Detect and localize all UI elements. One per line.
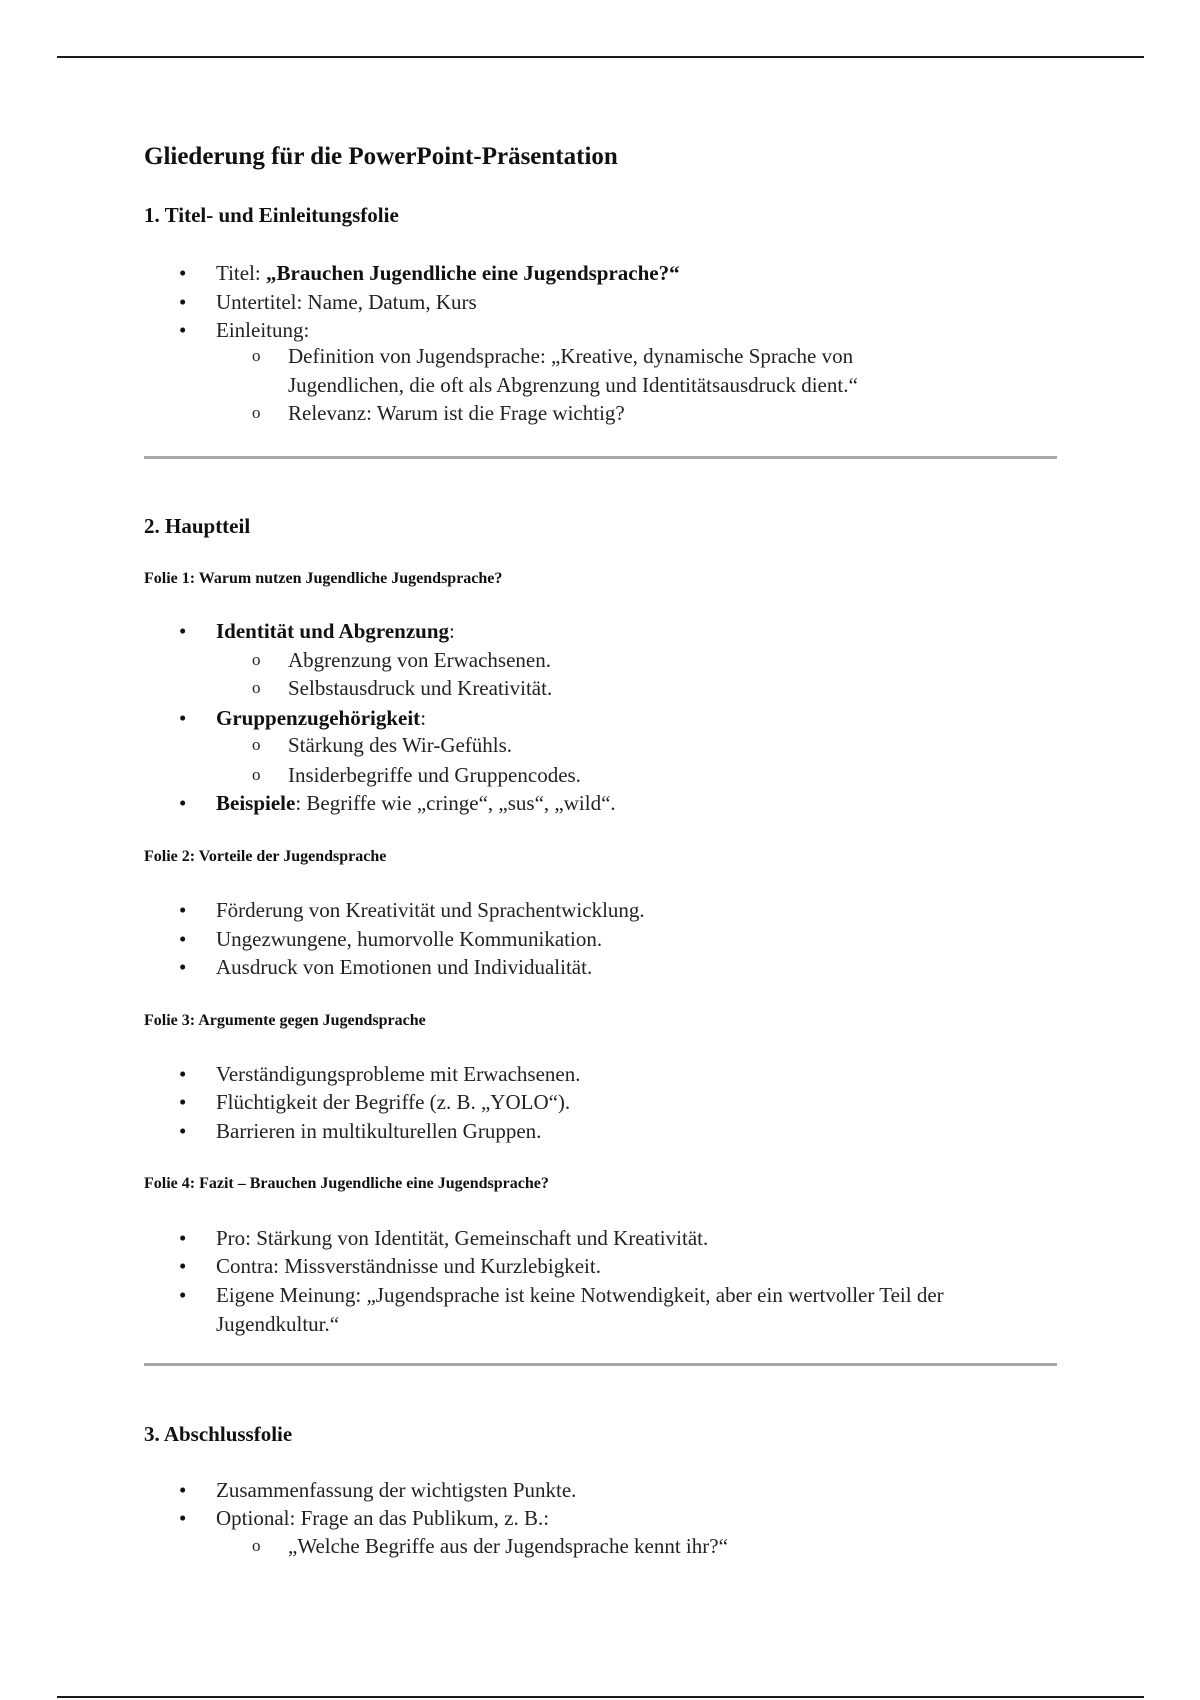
identitaet-label: Identität und Abgrenzung bbox=[216, 619, 450, 643]
sub-item-frage: o „Welche Begriffe aus der Jugendsprache kennt ihr?“ bbox=[288, 1532, 728, 1561]
folie-1-heading: Folie 1: Warum nutzen Jugendliche Jugendsprache? bbox=[144, 570, 503, 587]
list-item-einleitung: • Einleitung: bbox=[216, 316, 309, 345]
list-item-contra: • Contra: Missverständnisse und Kurzlebigkeit. bbox=[216, 1252, 601, 1281]
section-2-heading: 2. Hauptteil bbox=[144, 514, 251, 538]
beispiele-label: Beispiele bbox=[216, 791, 296, 815]
definition-line-1: Definition von Jugendsprache: „Kreative, dynamische Sprache von bbox=[288, 344, 854, 368]
list-item-optional: • Optional: Frage an das Publikum, z. B.: bbox=[216, 1504, 549, 1533]
sub-item-relevanz: o Relevanz: Warum ist die Frage wichtig? bbox=[288, 399, 625, 428]
list-item: • Verständigungsprobleme mit Erwachsenen. bbox=[216, 1060, 581, 1089]
page-bottom-rule bbox=[57, 1696, 1144, 1698]
sub-item-insider: o Insiderbegriffe und Gruppencodes. bbox=[288, 761, 581, 790]
list-item: • Ungezwungene, humorvolle Kommunikation. bbox=[216, 925, 602, 954]
definition-line-2: Jugendlichen, die oft als Abgrenzung und Identitätsausdruck dient.“ bbox=[288, 373, 858, 397]
list-item: • Ausdruck von Emotionen und Individualität. bbox=[216, 953, 592, 982]
list-item: • Flüchtigkeit der Begriffe (z. B. „YOLO“). bbox=[216, 1088, 570, 1117]
list-item: • Förderung von Kreativität und Sprachentwicklung. bbox=[216, 896, 645, 925]
meinung-line-2: Jugendkultur.“ bbox=[216, 1312, 340, 1336]
list-item: • Barrieren in multikulturellen Gruppen. bbox=[216, 1117, 541, 1146]
list-item-gruppe: • Gruppenzugehörigkeit: bbox=[216, 704, 426, 733]
sub-item-definition bbox=[288, 342, 858, 400]
page-top-rule bbox=[57, 56, 1144, 58]
beispiele-text: : Begriffe wie „cringe“, „sus“, „wild“. bbox=[295, 791, 616, 815]
titel-label: Titel: bbox=[216, 261, 266, 285]
list-item-untertitel: • Untertitel: Name, Datum, Kurs bbox=[216, 288, 477, 317]
list-item-meinung bbox=[216, 1281, 944, 1339]
folie-4-heading: Folie 4: Fazit – Brauchen Jugendliche eine Jugendsprache? bbox=[144, 1175, 549, 1192]
sub-item-wir-gefuehl: o Stärkung des Wir-Gefühls. bbox=[288, 731, 512, 760]
folie-3-heading: Folie 3: Argumente gegen Jugendsprache bbox=[144, 1012, 426, 1029]
titel-value: „Brauchen Jugendliche eine Jugendsprache?“ bbox=[266, 261, 680, 285]
list-item-pro: • Pro: Stärkung von Identität, Gemeinschaft und Kreativität. bbox=[216, 1224, 708, 1253]
section-divider bbox=[144, 1363, 1057, 1366]
section-divider bbox=[144, 456, 1057, 459]
list-item-identitaet: • Identität und Abgrenzung: bbox=[216, 617, 455, 646]
section-3-heading: 3. Abschlussfolie bbox=[144, 1422, 293, 1446]
gruppe-label: Gruppenzugehörigkeit bbox=[216, 706, 421, 730]
list-item-titel bbox=[216, 259, 680, 288]
meinung-line-1: Eigene Meinung: „Jugendsprache ist keine Notwendigkeit, aber ein wertvoller Teil der bbox=[216, 1283, 944, 1307]
sub-item-abgrenzung: o Abgrenzung von Erwachsenen. bbox=[288, 646, 551, 675]
sub-item-selbstausdruck: o Selbstausdruck und Kreativität. bbox=[288, 674, 552, 703]
document-title: Gliederung für die PowerPoint-Präsentation bbox=[144, 143, 618, 170]
section-1-heading: 1. Titel- und Einleitungsfolie bbox=[144, 203, 399, 227]
folie-2-heading: Folie 2: Vorteile der Jugendsprache bbox=[144, 848, 387, 865]
list-item-zusammenfassung: • Zusammenfassung der wichtigsten Punkte. bbox=[216, 1476, 576, 1505]
list-item-beispiele bbox=[216, 789, 616, 818]
